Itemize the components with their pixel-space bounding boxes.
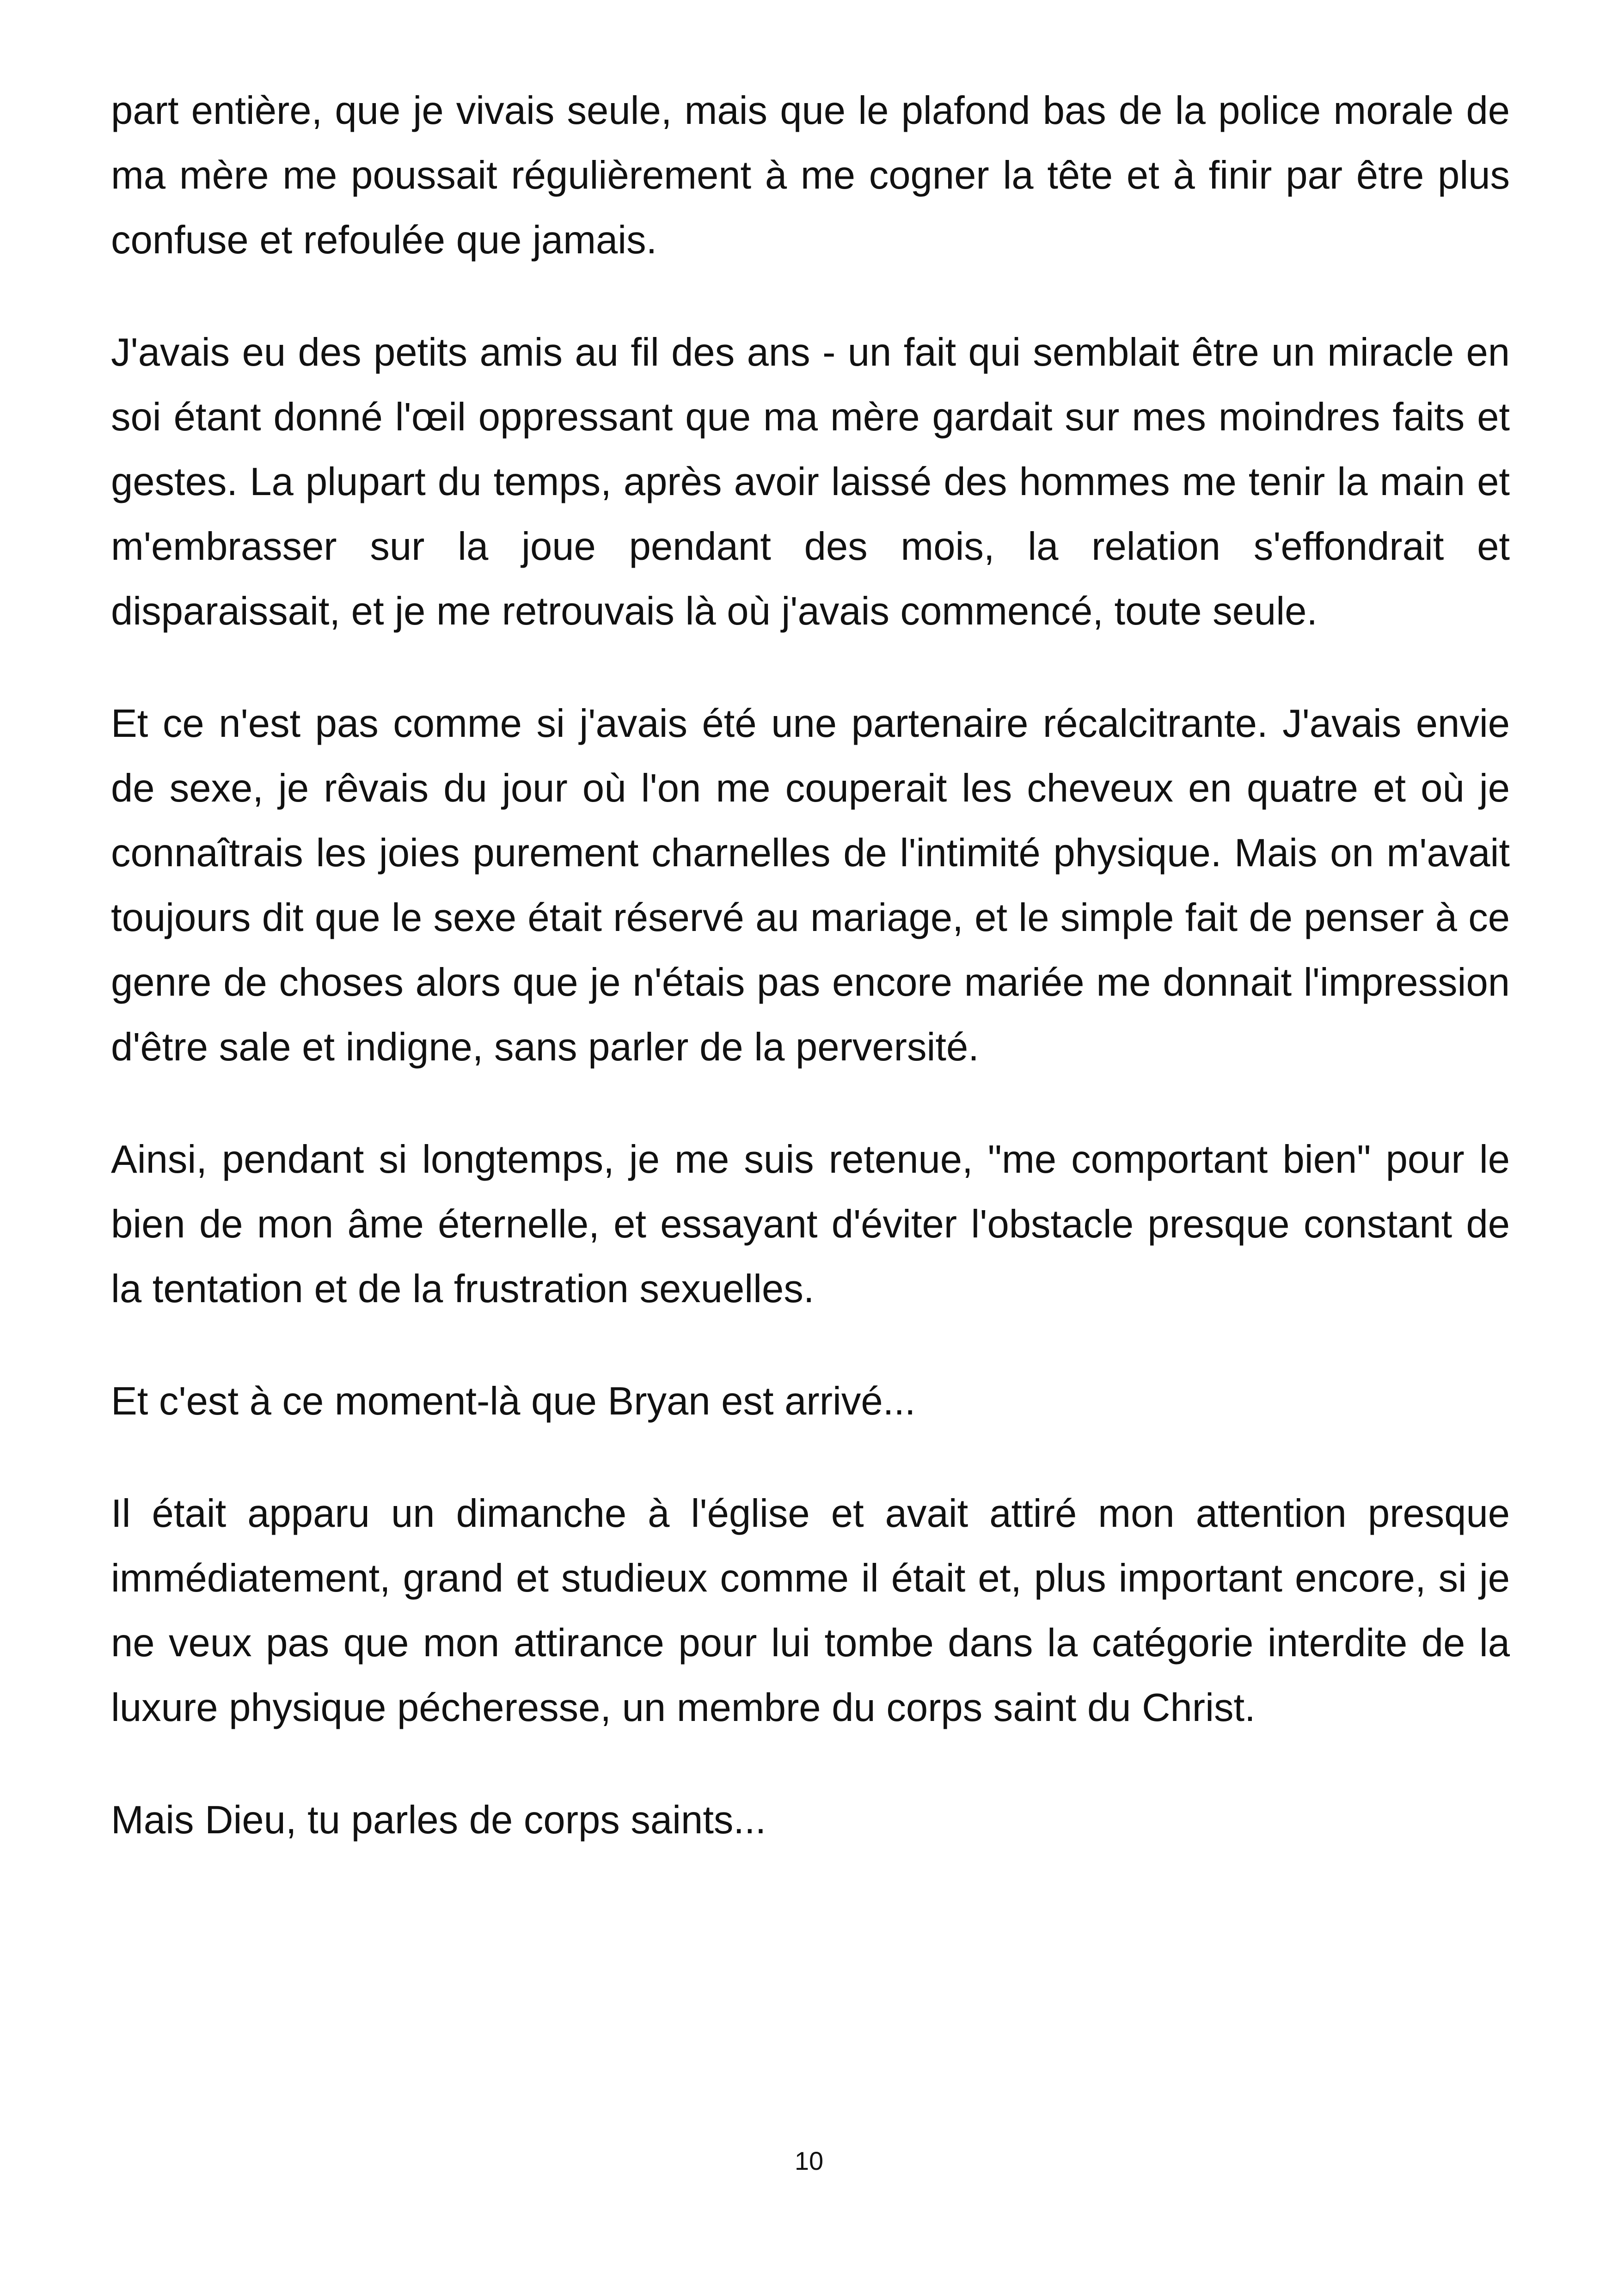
body-text <box>111 79 1510 1900</box>
paragraph: Et ce n'est pas comme si j'avais été une partenaire récalcitrante. J'avais envie de sexe, je rêvais du jour où l'on me couperait les cheveux en quatre et où je connaîtrais les joies purement charnelles de l'intimité physique. Mais on m'avait toujours dit que le sexe était réservé au mariage, et le simple fait de penser à ce genre de choses alors que je n'étais pas encore mariée me donnait l'impression d'être sale et indigne, sans parler de la perversité. <box>111 702 1510 1069</box>
paragraph: Il était apparu un dimanche à l'église et avait attiré mon attention presque immédiatement, grand et studieux comme il était et, plus important encore, si je ne veux pas que mon attirance pour lui tombe dans la catégorie interdite de la luxure physique pécheresse, un membre du corps saint du Christ. <box>111 1492 1510 1730</box>
paragraph: Ainsi, pendant si longtemps, je me suis retenue, "me comportant bien" pour le bien de mon âme éternelle, et essayant d'éviter l'obstacle presque constant de la tentation et de la frustration sexuelles. <box>111 1138 1510 1311</box>
paragraph: part entière, que je vivais seule, mais que le plafond bas de la police morale de ma mère me poussait régulièrement à me cogner la tête et à finir par être plus confuse et refoulée que jamais. <box>111 89 1510 262</box>
paragraph: J'avais eu des petits amis au fil des ans - un fait qui semblait être un miracle en soi étant donné l'œil oppressant que ma mère gardait sur mes moindres faits et gestes. La plupart du temps, après avoir laissé des hommes me tenir la main et m'embrasser sur la joue pendant des mois, la relation s'effondrait et disparaissait, et je me retrouvais là où j'avais commencé, toute seule. <box>111 331 1510 633</box>
paragraph: Mais Dieu, tu parles de corps saints... <box>111 1798 766 1842</box>
page-number: 10 <box>794 2146 824 2175</box>
paragraph: Et c'est à ce moment-là que Bryan est arrivé... <box>111 1379 916 1423</box>
